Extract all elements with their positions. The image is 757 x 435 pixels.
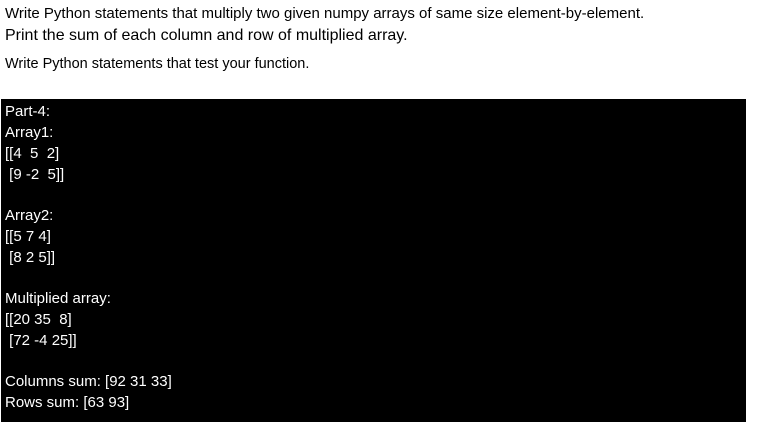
columns-sum: Columns sum: [92 31 33] <box>5 373 172 390</box>
array2-row: [8 2 5]] <box>5 249 56 266</box>
array2-label: Array2: <box>5 207 54 224</box>
multiplied-row: [[20 35 8] <box>5 311 72 328</box>
array2-row: [[5 7 4] <box>5 228 51 245</box>
instruction-line-1: Write Python statements that multiply two given numpy arrays of same size element-by-element. <box>5 5 645 22</box>
blank-line <box>5 268 746 288</box>
array1-label: Array1: <box>5 124 54 141</box>
array1-row: [[4 5 2] <box>5 145 60 162</box>
blank-line <box>5 351 746 371</box>
instruction-line-3: Write Python statements that test your function. <box>5 56 310 72</box>
part-header: Part-4: <box>5 103 51 120</box>
instruction-line-2: Print the sum of each column and row of multiplied array. <box>5 27 408 44</box>
multiplied-row: [72 -4 25]] <box>5 332 77 349</box>
instructions-block <box>5 4 750 74</box>
array1-row: [9 -2 5]] <box>5 166 65 183</box>
rows-sum: Rows sum: [63 93] <box>5 394 130 411</box>
console-output <box>1 99 746 422</box>
multiplied-label: Multiplied array: <box>5 290 111 307</box>
blank-line <box>5 185 746 205</box>
